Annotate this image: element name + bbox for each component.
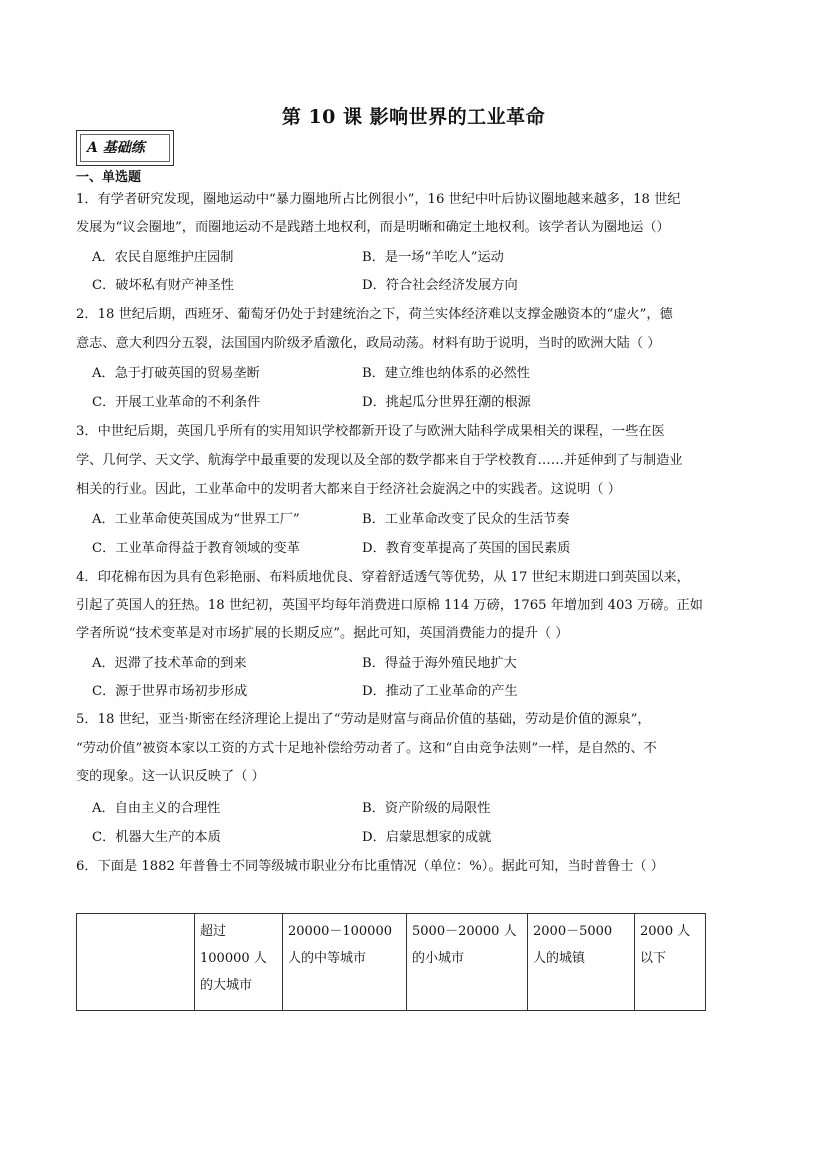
question-3-line-2: 学、几何学、天文学、航海学中最重要的发现以及全部的数学都来自于学校教育……并延伸到了与制造业: [76, 453, 683, 468]
question-4-option-d: D．推动了工业革命的产生: [362, 684, 518, 699]
question-2-option-b: B．建立维也纳体系的必然性: [362, 366, 530, 381]
table-header-cell-village: 2000 人以下: [635, 914, 706, 1011]
section-heading: 一、单选题: [76, 170, 142, 185]
question-5-option-d: D．启蒙思想家的成就: [362, 830, 492, 845]
question-2-option-c: C．开展工业革命的不利条件: [92, 395, 261, 410]
question-5-line-1: 5．18 世纪，亚当·斯密在经济理论上提出了“劳动是财富与商品价值的基础，劳动是价值的源泉”，: [76, 712, 651, 727]
table-header-cell-town: 2000－5000 人的城镇: [528, 914, 635, 1011]
question-3-option-a: A．工业革命使英国成为“世界工厂”: [92, 512, 300, 527]
question-1-option-c: C．破坏私有财产神圣性: [92, 278, 234, 293]
question-4-option-b: B．得益于海外殖民地扩大: [362, 656, 517, 671]
table-header-cell-big-city: 超过 100000 人的大城市: [195, 914, 283, 1011]
question-3-line-3: 相关的行业。因此，工业革命中的发明者大都来自于经济社会旋涡之中的实践者。这说明（ ）: [76, 482, 621, 497]
table-header-cell-medium-city: 20000－100000 人的中等城市: [283, 914, 407, 1011]
question-5-option-c: C．机器大生产的本质: [92, 830, 221, 845]
question-1-line-1: 1．有学者研究发现，圈地运动中“暴力圈地所占比例很小”，16 世纪中叶后协议圈地越来越多，18 世纪: [76, 192, 681, 207]
table-header-cell-empty: [77, 914, 195, 1011]
question-1-option-d: D．符合社会经济发展方向: [362, 278, 518, 293]
question-3-option-d: D．教育变革提高了英国的国民素质: [362, 541, 571, 556]
question-5-option-a: A．自由主义的合理性: [92, 801, 221, 816]
question-2-line-1: 2．18 世纪后期，西班牙、葡萄牙仍处于封建统治之下，荷兰实体经济难以支撑金融资本的“虚火”，德: [76, 307, 673, 322]
question-5-line-2: “劳动价值”被资本家以工资的方式十足地补偿给劳动者了。这和“自由竞争法则”一样，是自然的、不: [76, 741, 657, 756]
table-header-row: [77, 914, 706, 1011]
question-3-option-c: C．工业革命得益于教育领域的变革: [92, 541, 300, 556]
question-2-line-2: 意志、意大利四分五裂，法国国内阶级矛盾激化，政局动荡。材料有助于说明，当时的欧洲大陆（ ）: [76, 336, 661, 351]
question-2-option-a: A．急于打破英国的贸易垄断: [92, 366, 260, 381]
level-badge: [76, 130, 174, 166]
question-2-option-d: D．挑起瓜分世界狂潮的根源: [362, 395, 531, 410]
question-4-line-1: 4．印花棉布因为具有色彩艳丽、布料质地优良、穿着舒适透气等优势，从 17 世纪末期进口到英国以来，: [76, 570, 690, 585]
level-badge-label: A 基础练: [80, 134, 170, 162]
question-4-option-a: A．迟滞了技术革命的到来: [92, 656, 247, 671]
page-title: 第 10 课 影响世界的工业革命: [281, 106, 546, 128]
question-3-option-b: B．工业革命改变了民众的生活节奏: [362, 512, 570, 527]
question-5-line-3: 变的现象。这一认识反映了（ ）: [76, 769, 265, 784]
question-4-line-3: 学者所说“技术变革是对市场扩展的长期反应”。据此可知，英国消费能力的提升（ ）: [76, 626, 569, 641]
question-1-option-a: A．农民自愿维护庄园制: [92, 250, 234, 265]
table-header-cell-small-city: 5000－20000 人的小城市: [407, 914, 528, 1011]
question-3-line-1: 3．中世纪后期，英国几乎所有的实用知识学校都新开设了与欧洲大陆科学成果相关的课程，一些在医: [76, 424, 665, 439]
question-5-option-b: B．资产阶级的局限性: [362, 801, 491, 816]
question-4-line-2: 引起了英国人的狂热。18 世纪初，英国平均每年消费进口原棉 114 万磅，1765 年增加到 403 万磅。正如: [76, 598, 703, 613]
question-6-line-1: 6．下面是 1882 年普鲁士不同等级城市职业分布比重情况（单位：%）。据此可知，当时普鲁士（ ）: [76, 859, 664, 874]
question-1-option-b: B．是一场“羊吃人”运动: [362, 250, 504, 265]
city-occupation-table: [76, 913, 706, 1011]
question-1-line-2: 发展为“议会圈地”，而圈地运动不是践踏土地权利，而是明晰和确定土地权利。该学者认为圈地运（）: [76, 220, 670, 235]
question-4-option-c: C．源于世界市场初步形成: [92, 684, 248, 699]
